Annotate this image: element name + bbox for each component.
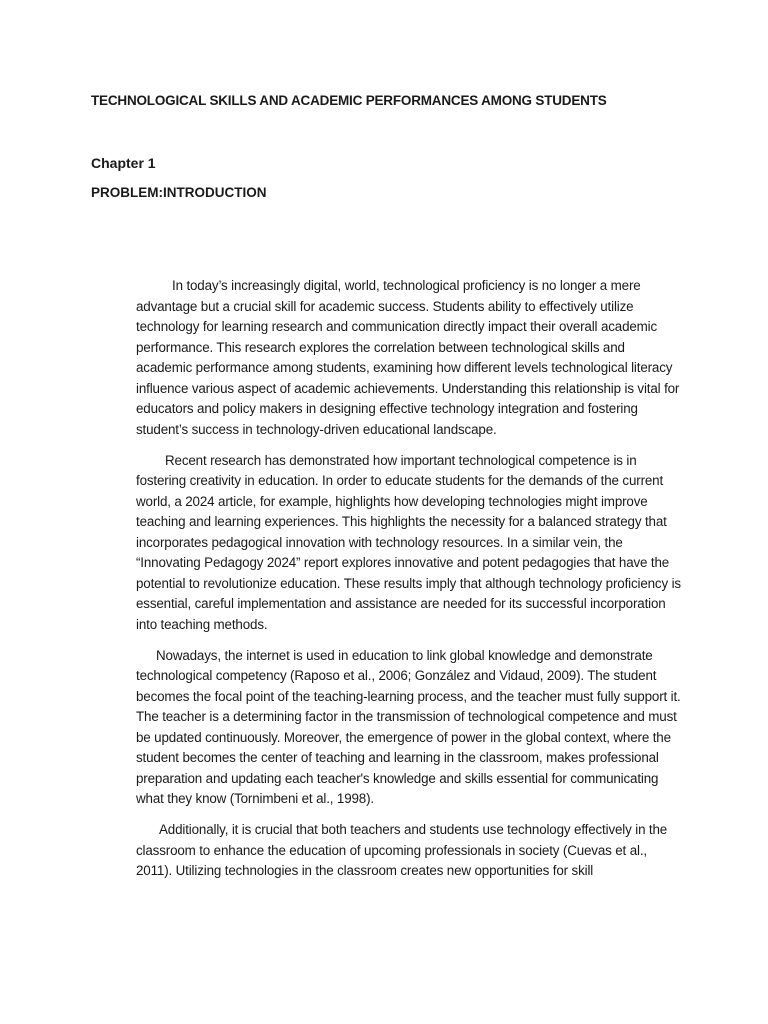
paragraph-1: In today’s increasingly digital, world, technological proficiency is no longer a mere advantage but a crucial skill for academic success. Students ability to effectively utilize technology for learning research and communication directly impact their overall academic performance. This research explores the correlation between technological skills and academic performance among students, examining how different levels technological literacy influence various aspect of academic achievements. Understanding this relationship is vital for educators and policy makers in designing effective technology integration and fostering student’s success in technology-driven educational landscape. [136, 278, 680, 437]
paragraph-3: Nowadays, the internet is used in education to link global knowledge and demonstrate technological competency (Raposo et al., 2006; González and Vidaud, 2009). The student becomes the focal point of the teaching-learning process, and the teacher must fully support it. The teacher is a determining factor in the transmission of technological competence and must be updated continuously. Moreover, the emergence of power in the global context, where the student becomes the center of teaching and learning in the classroom, makes professional preparation and updating each teacher's knowledge and skills essential for communicating what they know (Tornimbeni et al., 1998). [136, 647, 681, 806]
section-heading: PROBLEM:INTRODUCTION [91, 185, 267, 200]
paragraph-2: Recent research has demonstrated how important technological competence is in fostering creativity in education. In order to educate students for the demands of the current world, a 2024 article, for example, highlights how developing technologies might improve teaching and learning experiences. This highlights the necessity for a balanced strategy that incorporates pedagogical innovation with technology resources. In a similar vein, the “Innovating Pedagogy 2024” report explores innovative and potent pedagogies that have the potential to revolutionize education. These results imply that although technology proficiency is essential, careful implementation and assistance are needed for its successful incorporation into teaching methods. [136, 452, 681, 632]
chapter-heading: Chapter 1 [91, 155, 156, 171]
paragraph-4: Additionally, it is crucial that both teachers and students use technology effectively in the classroom to enhance the education of upcoming professionals in society (Cuevas et al., 2011). Utilizing technologies in the classroom creates new opportunities for skill [136, 822, 668, 878]
body-text [136, 276, 682, 892]
document-title: TECHNOLOGICAL SKILLS AND ACADEMIC PERFORMANCES AMONG STUDENTS [91, 93, 607, 108]
